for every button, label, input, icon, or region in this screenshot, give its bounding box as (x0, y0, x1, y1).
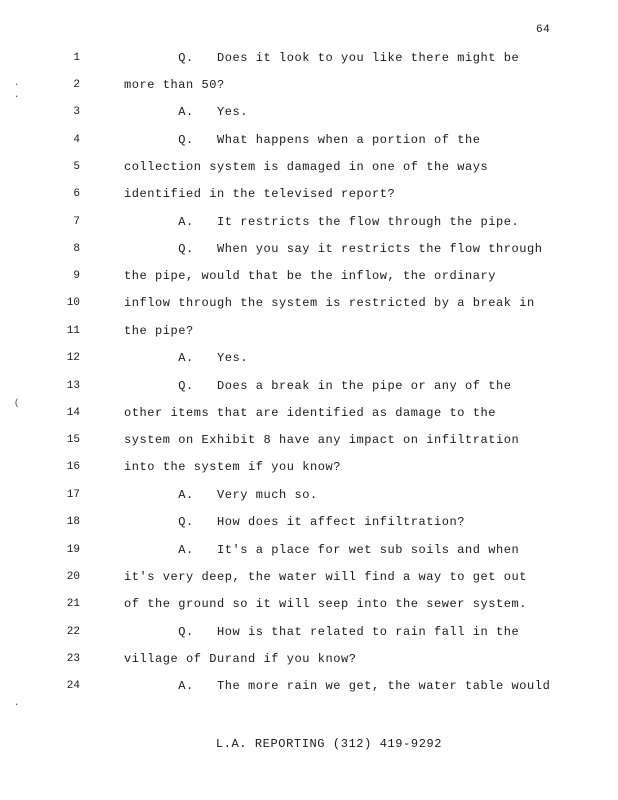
line-text: more than 50? (124, 78, 225, 92)
line-text: Q. How does it affect infiltration? (124, 515, 466, 529)
transcript-line (0, 348, 618, 368)
line-number: 15 (66, 434, 80, 446)
line-number: 8 (73, 243, 80, 255)
line-text: A. The more rain we get, the water table would (124, 679, 551, 693)
transcript-line (0, 649, 618, 669)
line-text: identified in the televised report? (124, 187, 396, 201)
line-text: it's very deep, the water will find a way to get out (124, 570, 528, 584)
transcript-line (0, 512, 618, 532)
line-number: 24 (66, 680, 80, 692)
line-text: into the system if you know? (124, 460, 342, 474)
transcript-line (0, 157, 618, 177)
transcript-line (0, 75, 618, 95)
transcript-line (0, 430, 618, 450)
transcript-line (0, 376, 618, 396)
line-text: other items that are identified as damage to the (124, 406, 497, 420)
line-number: 16 (66, 461, 80, 473)
line-text: Q. When you say it restricts the flow through (124, 242, 543, 256)
line-number: 5 (73, 161, 80, 173)
transcript-line (0, 293, 618, 313)
line-text: A. It's a place for wet sub soils and when (124, 543, 520, 557)
line-number: 6 (73, 188, 80, 200)
transcript-line (0, 622, 618, 642)
scan-artifact: · (14, 80, 20, 90)
line-number: 22 (66, 626, 80, 638)
line-number: 18 (66, 516, 80, 528)
line-text: system on Exhibit 8 have any impact on infiltration (124, 433, 520, 447)
transcript-line (0, 212, 618, 232)
line-number: 14 (66, 407, 80, 419)
line-number: 7 (73, 216, 80, 228)
line-text: the pipe, would that be the inflow, the ordinary (124, 269, 497, 283)
transcript-line (0, 567, 618, 587)
line-number: 17 (66, 489, 80, 501)
transcript-line (0, 594, 618, 614)
transcript-line (0, 403, 618, 423)
line-number: 13 (66, 380, 80, 392)
line-number: 2 (73, 79, 80, 91)
transcript-line (0, 457, 618, 477)
transcript-line (0, 130, 618, 150)
transcript-line (0, 676, 618, 696)
line-text: Q. Does it look to you like there might be (124, 51, 520, 65)
transcript-line (0, 48, 618, 68)
line-text: of the ground so it will seep into the sewer system. (124, 597, 528, 611)
line-number: 10 (66, 297, 80, 309)
line-text: A. Yes. (124, 105, 249, 119)
page-number: 64 (536, 24, 551, 36)
line-text: the pipe? (124, 324, 194, 338)
transcript-line (0, 266, 618, 286)
line-number: 21 (66, 598, 80, 610)
transcript-line (0, 184, 618, 204)
reporter-footer: L.A. REPORTING (312) 419-9292 (215, 737, 443, 751)
transcript-line (0, 102, 618, 122)
line-text: Q. Does a break in the pipe or any of the (124, 379, 512, 393)
transcript-line (0, 239, 618, 259)
line-number: 20 (66, 571, 80, 583)
line-text: A. Very much so. (124, 488, 318, 502)
line-text: Q. How is that related to rain fall in the (124, 625, 520, 639)
transcript-line (0, 485, 618, 505)
line-number: 11 (66, 325, 80, 337)
line-number: 23 (66, 653, 80, 665)
line-number: 3 (73, 106, 80, 118)
line-number: 12 (66, 352, 80, 364)
line-text: A. Yes. (124, 351, 249, 365)
scan-artifact: · (14, 700, 20, 710)
line-number: 1 (73, 52, 80, 64)
line-text: collection system is damaged in one of the ways (124, 160, 489, 174)
transcript-line (0, 321, 618, 341)
line-text: A. It restricts the flow through the pipe. (124, 215, 520, 229)
scan-artifact: · (14, 92, 20, 102)
line-text: inflow through the system is restricted by a break in (124, 296, 535, 310)
line-number: 19 (66, 544, 80, 556)
scan-artifact: ( (14, 398, 20, 408)
line-text: village of Durand if you know? (124, 652, 357, 666)
transcript-line (0, 540, 618, 560)
line-number: 4 (73, 134, 80, 146)
line-text: Q. What happens when a portion of the (124, 133, 481, 147)
line-number: 9 (73, 270, 80, 282)
